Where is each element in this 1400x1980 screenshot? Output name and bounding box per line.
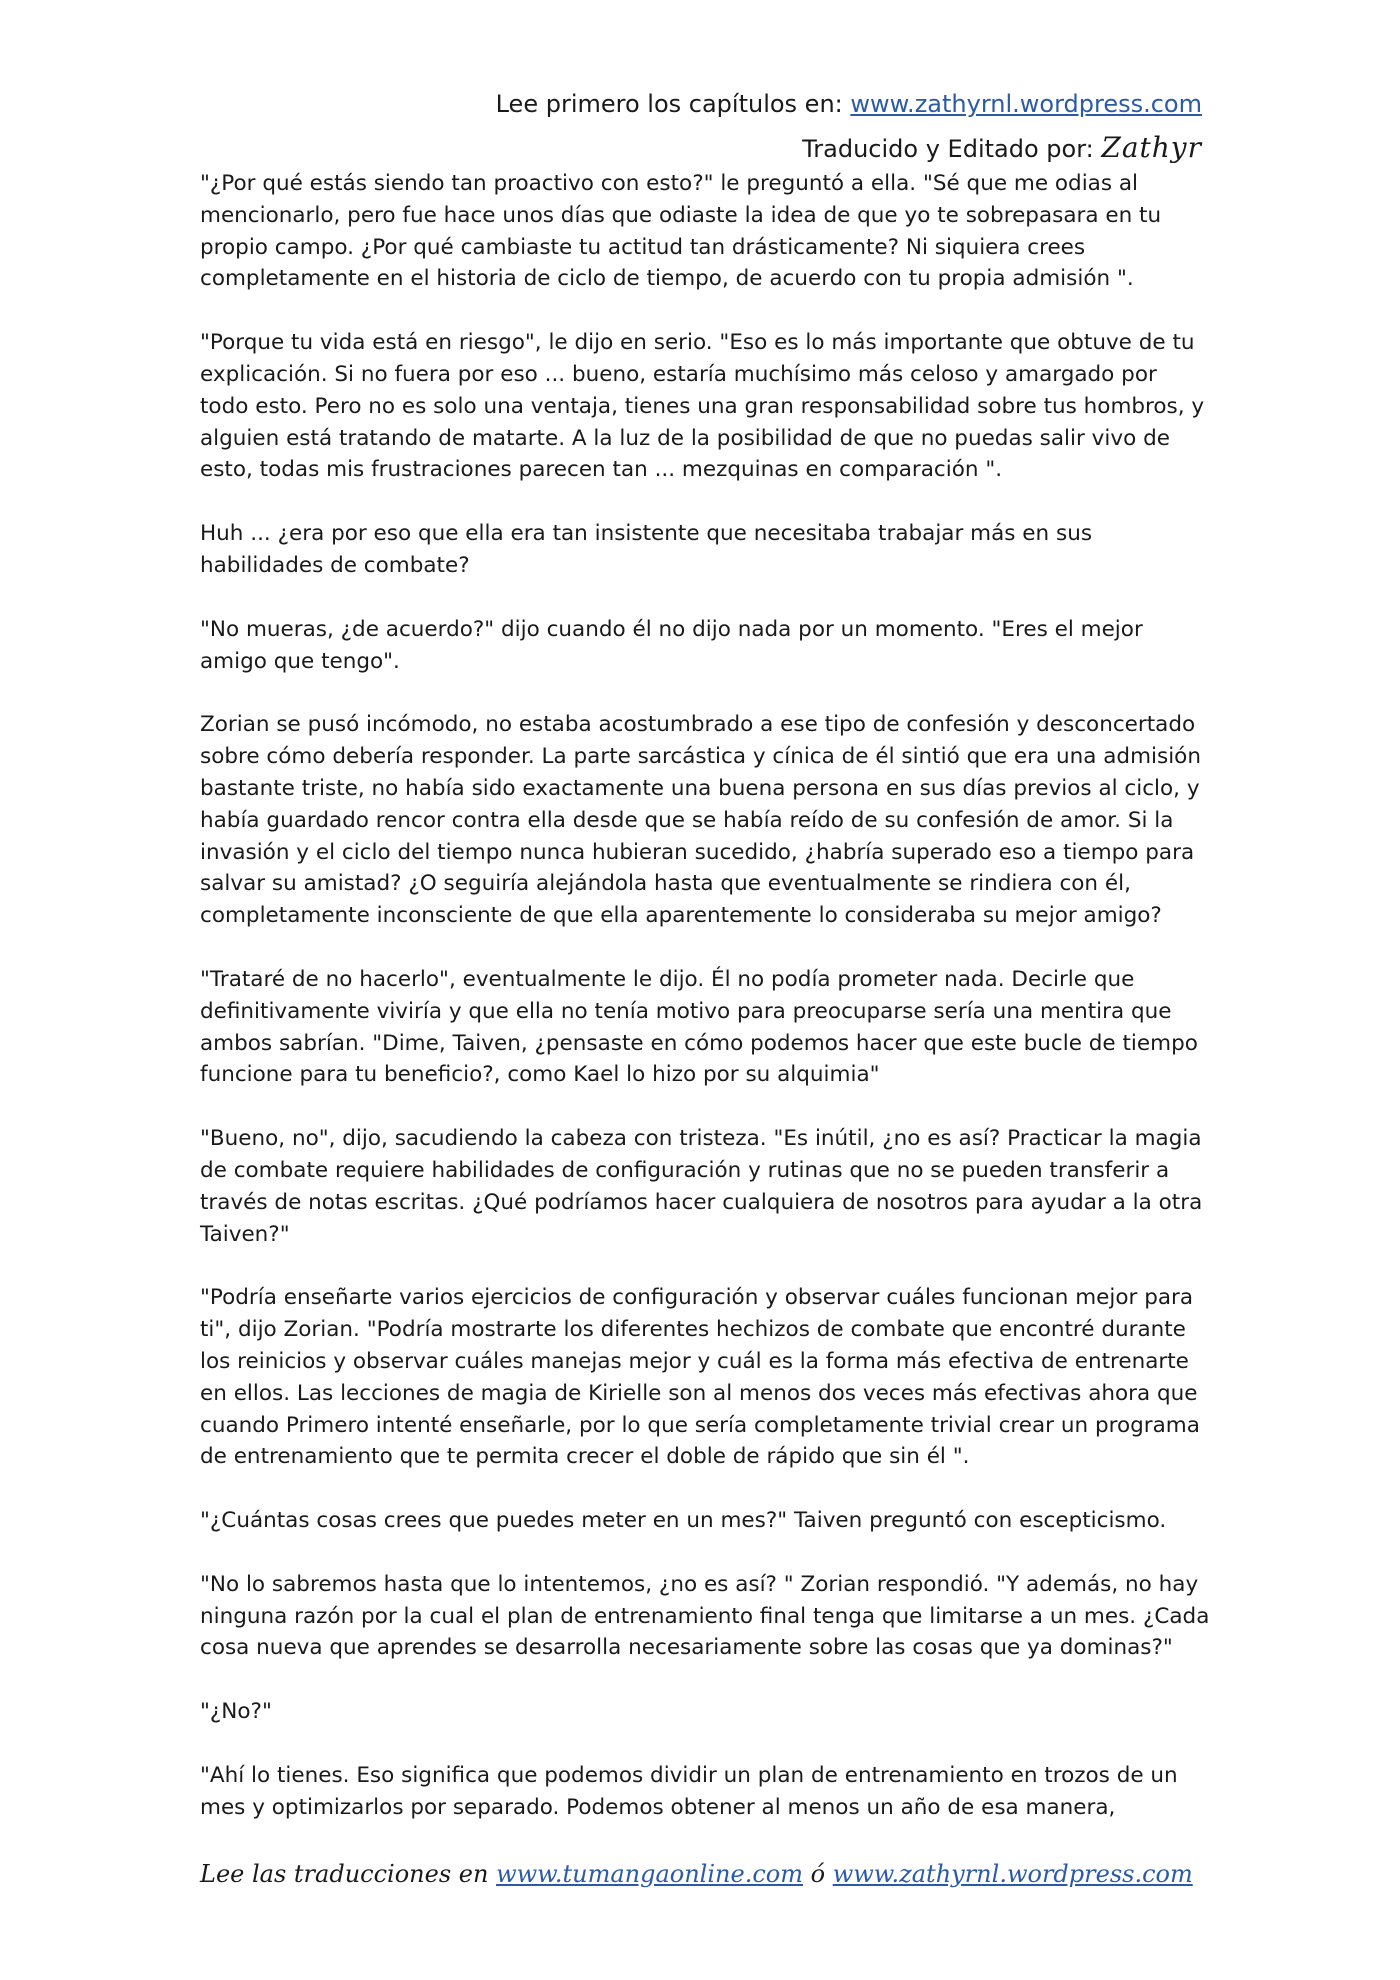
chapter-text xyxy=(200,168,1212,1856)
paragraph: "No mueras, ¿de acuerdo?" dijo cuando él no dijo nada por un momento. "Eres el mejor amigo que tengo". xyxy=(200,616,1143,674)
footer-link-wordpress[interactable]: www.zathyrnl.wordpress.com xyxy=(832,1860,1193,1888)
paragraph: "¿No?" xyxy=(200,1699,272,1725)
paragraph: "Ahí lo tienes. Eso significa que podemos dividir un plan de entrenamiento en trozos de un mes y optimizarlos por separado. Podemos obtener al menos un año de esa manera, xyxy=(200,1763,1178,1820)
paragraph: Zorian se pusó incómodo, no estaba acostumbrado a ese tipo de confesión y desconcertado sobre cómo debería responder. La parte sarcástica y cínica de él sintió que era una admisión bastante triste, no había sido exactamente una buena persona en sus días previos al ciclo, y había guardado rencor contra ella desde que se había reído de su confesión de amor. Si la invasión y el ciclo del tiempo nunca hubieran sucedido, ¿habría superado eso a tiempo para salvar su amistad? ¿O seguiría alejándola hasta que eventualmente se rindiera con él, completamente inconsciente de que ella aparentemente lo consideraba su mejor amigo? xyxy=(200,712,1201,929)
read-first-link[interactable]: www.zathyrnl.wordpress.com xyxy=(850,90,1202,118)
read-first-prefix: Lee primero los capítulos en: xyxy=(495,90,851,118)
translator-credit-line xyxy=(496,126,1202,171)
page-header xyxy=(496,82,1202,171)
translator-name: Zathyr xyxy=(1101,131,1202,164)
paragraph: "No lo sabremos hasta que lo intentemos, ¿no es así? " Zorian respondió. "Y además, no hay ninguna razón por la cual el plan de entrenamiento final tenga que limitarse a un mes. ¿Cada cosa nueva que aprendes se desarrolla necesariamente sobre las cosas que ya dominas?" xyxy=(200,1571,1210,1661)
paragraph: "Trataré de no hacerlo", eventualmente le dijo. Él no podía prometer nada. Decirle que definitivamente viviría y que ella no tenía motivo para preocuparse sería una mentira que ambos sabrían. "Dime, Taiven, ¿pensaste en cómo podemos hacer que este bucle de tiempo funcione para tu beneficio?, como Kael lo hizo por su alquimia" xyxy=(200,966,1198,1088)
paragraph: "¿Por qué estás siendo tan proactivo con esto?" le preguntó a ella. "Sé que me odias al mencionarlo, pero fue hace unos días que odiaste la idea de que yo te sobrepasara en tu propio campo. ¿Por qué cambiaste tu actitud tan drásticamente? Ni siquiera crees completamente en el historia de ciclo de tiempo, de acuerdo con tu propia admisión ". xyxy=(200,171,1162,292)
paragraph: "Bueno, no", dijo, sacudiendo la cabeza con tristeza. "Es inútil, ¿no es así? Practicar la magia de combate requiere habilidades de configuración y rutinas que no se pueden transferir a través de notas escritas. ¿Qué podríamos hacer cualquiera de nosotros para ayudar a la otra Taiven?" xyxy=(200,1126,1203,1247)
read-first-line xyxy=(496,82,1202,126)
page-footer xyxy=(200,1860,1193,1888)
paragraph: "Podría enseñarte varios ejercicios de configuración y observar cuáles funcionan mejor para ti", dijo Zorian. "Podría mostrarte los diferentes hechizos de combate que encontré durante los reinicios y observar cuáles manejas mejor y cuál es la forma más efectiva de entrenarte en ellos. Las lecciones de magia de Kirielle son al menos dos veces más efectivas ahora que cuando Primero intenté enseñarle, por lo que sería completamente trivial crear un programa de entrenamiento que te permita crecer el doble de rápido que sin él ". xyxy=(200,1285,1200,1470)
footer-link-tumangaonline[interactable]: www.tumangaonline.com xyxy=(496,1860,803,1888)
paragraph: "Porque tu vida está en riesgo", le dijo en serio. "Eso es lo más importante que obtuve de tu explicación. Si no fuera por eso ... bueno, estaría muchísimo más celoso y amargado por todo esto. Pero no es solo una ventaja, tienes una gran responsabilidad sobre tus hombros, y alguien está tratando de matarte. A la luz de la posibilidad de que no puedas salir vivo de esto, todas mis frustraciones parecen tan ... mezquinas en comparación ". xyxy=(200,330,1205,483)
paragraph: "¿Cuántas cosas crees que puedes meter en un mes?" Taiven preguntó con escepticismo. xyxy=(200,1508,1167,1534)
footer-prefix: Lee las traducciones en xyxy=(200,1860,497,1888)
paragraph: Huh ... ¿era por eso que ella era tan insistente que necesitaba trabajar más en sus habilidades de combate? xyxy=(200,521,1093,578)
credit-prefix: Traducido y Editado por: xyxy=(802,135,1102,163)
footer-separator: ó xyxy=(802,1860,833,1888)
